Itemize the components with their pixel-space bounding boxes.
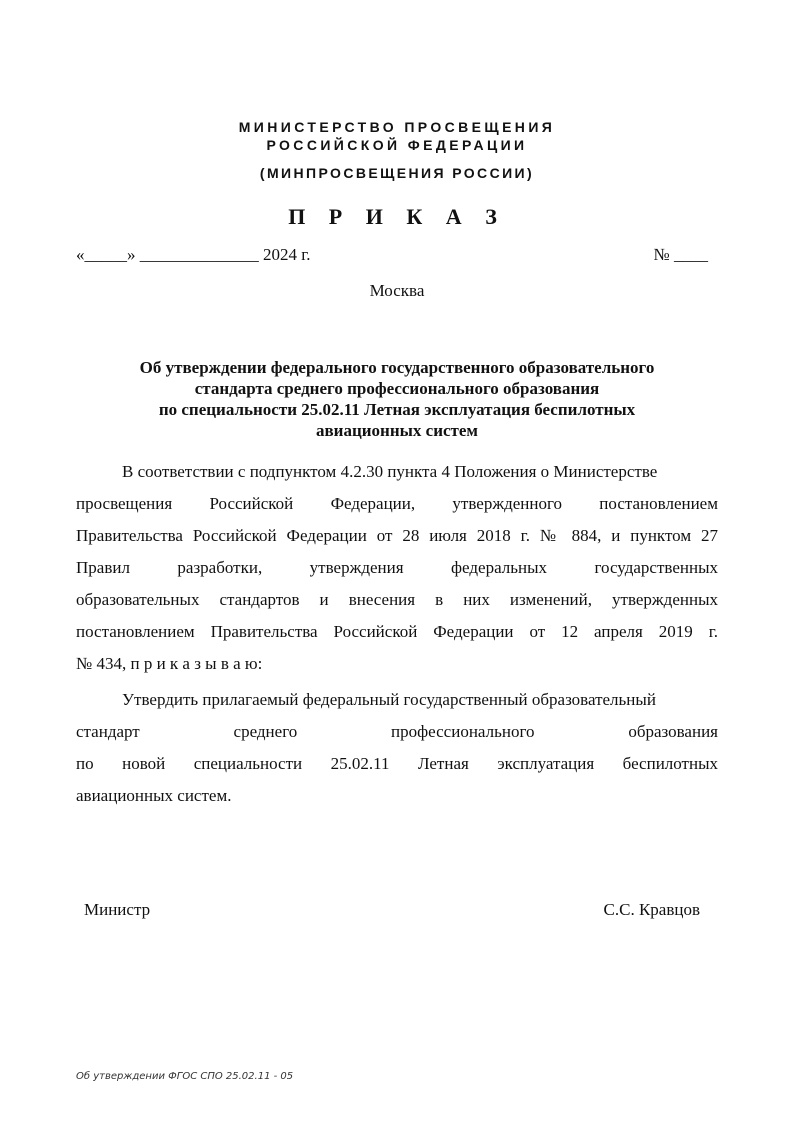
order-date-placeholder: «_____» ______________ 2024 г. bbox=[76, 245, 311, 264]
subject-line: авиационных систем bbox=[315, 421, 479, 440]
paragraph-line: № 434, п р и к а з ы в а ю: bbox=[76, 654, 263, 673]
ministry-name-line-1: МИНИСТЕРСТВО ПРОСВЕЩЕНИЯ bbox=[238, 119, 556, 135]
paragraph-line: постановлением Правительства Российской Федерации от 12 апреля 2019 г. bbox=[76, 622, 718, 641]
paragraph-line: Правительства Российской Федерации от 28 июля 2018 г. № 884, и пунктом 27 bbox=[76, 526, 718, 545]
paragraph-line: авиационных систем. bbox=[76, 786, 232, 805]
subject-line: стандарта среднего профессионального образования bbox=[194, 379, 600, 398]
paragraph-line: просвещения Российской Федерации, утвержденного постановлением bbox=[76, 494, 718, 513]
document-footer-reference: Об утверждении ФГОС СПО 25.02.11 - 05 bbox=[76, 1071, 294, 1082]
paragraph-line: стандарт среднего профессионального образования bbox=[76, 722, 718, 741]
signatory-title: Министр bbox=[84, 900, 151, 919]
paragraph-line: по новой специальности 25.02.11 Летная эксплуатация беспилотных bbox=[76, 754, 718, 773]
subject-line: по специальности 25.02.11 Летная эксплуатация беспилотных bbox=[158, 400, 636, 419]
document-type-title: П Р И К А З bbox=[288, 204, 506, 229]
paragraph-line: образовательных стандартов и внесения в них изменений, утвержденных bbox=[76, 590, 718, 609]
subject-line: Об утверждении федерального государственного образовательного bbox=[139, 358, 655, 377]
ministry-short-name: (МИНПРОСВЕЩЕНИЯ РОССИИ) bbox=[259, 165, 535, 181]
order-number-placeholder: № ____ bbox=[653, 245, 708, 264]
paragraph-line: Правил разработки, утверждения федеральных государственных bbox=[76, 558, 718, 577]
signatory-name: С.С. Кравцов bbox=[603, 900, 700, 919]
resolution-paragraph bbox=[76, 689, 718, 817]
paragraph-line: В соответствии с подпунктом 4.2.30 пункта 4 Положения о Министерстве bbox=[122, 462, 658, 481]
issue-city: Москва bbox=[369, 281, 425, 300]
order-subject-heading bbox=[76, 357, 718, 441]
preamble-paragraph bbox=[76, 461, 718, 685]
paragraph-line: Утвердить прилагаемый федеральный государственный образовательный bbox=[122, 690, 656, 709]
ministry-name-line-2: РОССИЙСКОЙ ФЕДЕРАЦИИ bbox=[266, 137, 528, 153]
